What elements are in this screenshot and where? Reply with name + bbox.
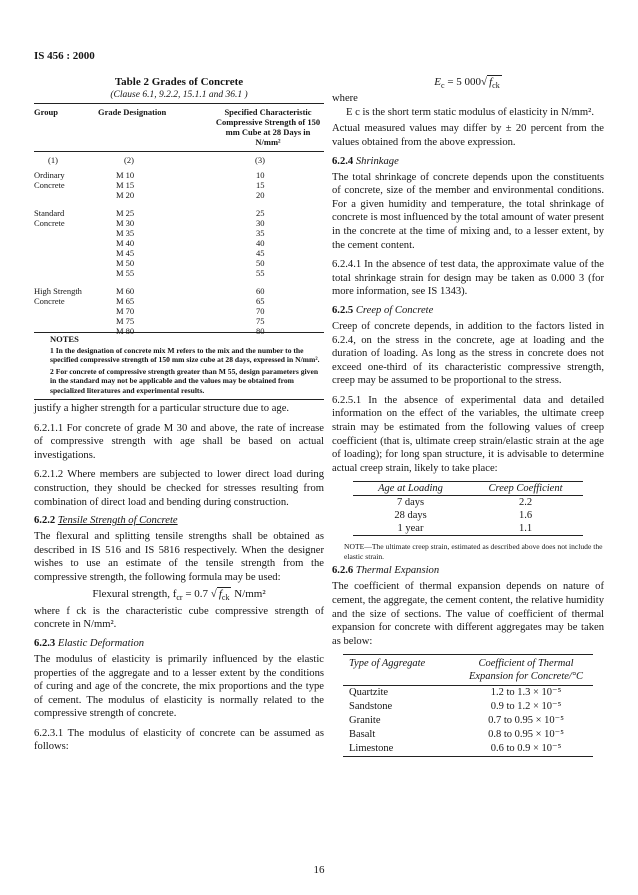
grade-m70: M 70	[116, 306, 135, 316]
creep-coefficient: 1.6	[518, 510, 533, 522]
strength-30: 30	[256, 218, 265, 228]
para-6-2-6: The coefficient of thermal expansion depends on nature of cement, the aggregate, the cement content, the relative humidity and the size of sections. The value of coefficient of thermal expansion for concrete with different aggregates may be taken as below:	[332, 581, 604, 647]
thermal-coefficient: 0.9 to 1.2 × 10⁻⁵	[490, 701, 562, 713]
sqrt-fck	[217, 587, 232, 600]
strength-35: 35	[256, 228, 265, 238]
creep-table-header	[353, 482, 583, 496]
strength-55: 55	[256, 268, 265, 278]
note-1: 1 In the designation of concrete mix M refers to the mix and the number to the specified compressive strength of 150 mm size cube at 28 days, expressed in N/mm².	[50, 345, 320, 364]
aggregate-type: Limestone	[349, 743, 394, 755]
para-where-fck: where f ck is the characteristic cube compressive strength of concrete in N/mm².	[34, 605, 324, 631]
formula-flex-sub: cr	[176, 592, 183, 602]
thermal-table-header	[343, 655, 593, 686]
table-row	[353, 509, 583, 522]
strength-75: 75	[256, 316, 265, 326]
para-where: where	[332, 93, 358, 105]
table-row	[343, 686, 593, 700]
sqrt-sign-ec: √	[481, 76, 488, 88]
col-header-grade: Grade Designation	[98, 107, 167, 117]
thermal-coefficient: 1.2 to 1.3 × 10⁻⁵	[490, 687, 562, 699]
thermal-header-coefficient: Coefficient of Thermal Expansion for Concrete/°C	[468, 658, 584, 683]
grades-table	[34, 103, 324, 336]
creep-header-coefficient: Creep Coefficient	[488, 483, 563, 495]
table2-notes	[34, 335, 324, 395]
col-number-2: (2)	[124, 155, 134, 165]
grade-m55: M 55	[116, 268, 135, 278]
formula-ec	[332, 76, 604, 90]
strength-50: 50	[256, 258, 265, 268]
strength-70: 70	[256, 306, 265, 316]
grade-m40: M 40	[116, 238, 135, 248]
grade-m80: M 80	[116, 326, 135, 336]
creep-age: 28 days	[394, 510, 427, 522]
para-6-2-5-1: 6.2.5.1 In the absence of experimental data and detailed information on the effect of the variables, the ultimate creep strain may be estimated from the following values of creep coefficient (that is, ultimate creep strain/elastic strain at the age of loading); for long span structure, it is advisable to determine actual creep strain, likely to take place:	[332, 394, 604, 474]
heading-6-2-4-title: Shrinkage	[355, 155, 399, 167]
col-number-1: (1)	[48, 155, 58, 165]
table-row	[343, 714, 593, 728]
heading-6-2-6-num: 6.2.6	[332, 565, 354, 577]
standard-header: IS 456 : 2000	[34, 50, 95, 62]
table-row	[343, 700, 593, 714]
fck-sub: ck	[221, 592, 230, 602]
heading-6-2-4	[332, 156, 604, 167]
formula-ec-left: E	[434, 76, 442, 88]
heading-6-2-5-title: Creep of Concrete	[355, 304, 434, 316]
strength-25: 25	[256, 208, 265, 218]
aggregate-type: Basalt	[349, 729, 376, 741]
grade-m45: M 45	[116, 248, 135, 258]
col-header-strength: Specified Characteristic Compressive Strength of 150 mm Cube at 28 Days in N/mm²	[215, 107, 321, 147]
formula-ec-eq: = 5 000	[447, 76, 482, 88]
para-ec-def: E c is the short term static modulus of elasticity in N/mm².	[346, 106, 594, 118]
para-6-2-4-1: 6.2.4.1 In the absence of test data, the approximate value of the total shrinkage strain for design may be taken as 0.000 3 (for more information, see IS 1343).	[332, 259, 604, 298]
aggregate-type: Quartzite	[349, 687, 389, 699]
notes-title: NOTES	[50, 334, 79, 344]
right-column	[332, 76, 604, 757]
table-row	[353, 496, 583, 509]
thermal-coefficient: 0.6 to 0.9 × 10⁻⁵	[490, 743, 562, 755]
heading-6-2-3-title: Elastic Deformation	[57, 637, 145, 649]
para-justify: justify a higher strength for a particular structure due to age.	[34, 403, 290, 414]
grade-m60: M 60	[116, 286, 135, 296]
strength-40: 40	[256, 238, 265, 248]
grade-m30: M 30	[116, 218, 135, 228]
strength-45: 45	[256, 248, 265, 258]
thermal-table	[343, 654, 593, 757]
fck-sub-ec: ck	[492, 81, 500, 91]
table2-clause: (Clause 6.1, 9.2.2, 15.1.1 and 36.1 )	[110, 90, 248, 100]
left-column	[34, 76, 324, 754]
heading-6-2-5	[332, 305, 604, 316]
para-6-2-1-2: 6.2.1.2 Where members are subjected to lower direct load during construction, they should be checked for stresses resulting from combination of direct load and bending during construction.	[34, 469, 324, 508]
table-row	[353, 522, 583, 535]
aggregate-type: Sandstone	[349, 701, 393, 713]
strength-10: 10	[256, 170, 265, 180]
strength-20: 20	[256, 190, 265, 200]
formula-flex-label: Flexural strength, f	[92, 587, 177, 600]
table2-title: Table 2 Grades of Concrete	[114, 76, 244, 88]
fck-symbol: f	[218, 587, 222, 600]
fck-symbol-ec: f	[489, 76, 493, 88]
strength-80: 80	[256, 326, 265, 336]
para-6-2-2: The flexural and splitting tensile strengths shall be obtained as described in IS 516 and IS 5816 respectively. When the designer wishes to use an estimate of the tensile strength from the compressive strength, the following formula may be used:	[34, 531, 324, 583]
strength-15: 15	[256, 180, 265, 190]
grade-m75: M 75	[116, 316, 135, 326]
col-header-group: Group	[34, 107, 58, 117]
thermal-header-aggregate: Type of Aggregate	[349, 658, 426, 670]
para-actual: Actual measured values may differ by ± 20 percent from the values obtained from the above expression.	[332, 123, 604, 148]
creep-age: 7 days	[396, 497, 425, 509]
formula-flex-eq: = 0.7	[185, 587, 209, 600]
grade-m10: M 10	[116, 170, 135, 180]
sqrt-sign: √	[210, 587, 217, 600]
heading-6-2-5-num: 6.2.5	[332, 304, 354, 316]
group-high-strength: High Strength Concrete	[34, 286, 82, 306]
table-row	[343, 728, 593, 742]
creep-table	[353, 481, 583, 536]
page-number: 16	[313, 864, 325, 876]
heading-6-2-6	[332, 565, 604, 576]
grade-m50: M 50	[116, 258, 135, 268]
strength-65: 65	[256, 296, 265, 306]
grade-m25: M 25	[116, 208, 135, 218]
heading-6-2-6-title: Thermal Expansion	[355, 565, 440, 577]
grade-m35: M 35	[116, 228, 135, 238]
para-6-2-1-1: 6.2.1.1 For concrete of grade M 30 and above, the rate of increase of compressive strength with age shall be based on actual investigations.	[34, 422, 324, 461]
creep-coefficient: 1.1	[518, 523, 533, 535]
section-rule	[34, 399, 324, 400]
formula-flex-unit: N/mm²	[234, 587, 266, 600]
aggregate-type: Granite	[349, 715, 381, 727]
para-6-2-4: The total shrinkage of concrete depends upon the constituents of concrete, size of the member and environmental conditions. For a given humidity and temperature, the total shrinkage of concrete is most influenced by the total amount of water present in the concrete at the time of mixing and, to a lesser extent, by the cement content.	[332, 171, 604, 251]
grade-m20: M 20	[116, 190, 135, 200]
heading-6-2-4-num: 6.2.4	[332, 155, 354, 167]
heading-6-2-2-title: Tensile Strength of Concrete	[57, 515, 178, 527]
grade-m65: M 65	[116, 296, 135, 306]
table-header-rule	[34, 151, 324, 152]
heading-6-2-3	[34, 638, 324, 649]
group-standard: Standard Concrete	[34, 208, 65, 228]
table-row	[343, 742, 593, 756]
col-number-3: (3)	[255, 155, 265, 165]
note-2: 2 For concrete of compressive strength greater than M 55, design parameters given in the standard may not be applicable and the values may be obtained from specialized literatures and experimental results.	[50, 366, 319, 395]
grade-m15: M 15	[116, 180, 135, 190]
para-6-2-3-1: 6.2.3.1 The modulus of elasticity of concrete can be assumed as follows:	[34, 727, 324, 753]
formula-ec-sub: c	[441, 81, 445, 91]
heading-6-2-2	[34, 515, 324, 526]
para-6-2-5: Creep of concrete depends, in addition to the factors listed in 6.2.4, on the stress in the concrete, age at loading and the duration of loading. As long as the stress in concrete does not exceed one-third of its characteristic compressive strength, creep may be assumed to be proportional to the stress.	[332, 320, 604, 387]
strength-60: 60	[256, 286, 265, 296]
group-ordinary: Ordinary Concrete	[34, 170, 65, 190]
creep-coefficient: 2.2	[518, 497, 533, 509]
heading-6-2-2-num: 6.2.2	[34, 515, 56, 527]
sqrt-fck-ec	[487, 75, 502, 91]
creep-header-age: Age at Loading	[378, 483, 443, 495]
thermal-coefficient: 0.8 to 0.95 × 10⁻⁵	[488, 729, 564, 741]
creep-age: 1 year	[397, 523, 424, 535]
thermal-coefficient: 0.7 to 0.95 × 10⁻⁵	[488, 715, 564, 727]
heading-6-2-3-num: 6.2.3	[34, 637, 56, 649]
formula-flexural	[34, 588, 324, 602]
para-6-2-3: The modulus of elasticity is primarily influenced by the elastic properties of the aggregate and to a lesser extent by the conditions of curing and age of the concrete, the mix proportions and the type of cement. The modulus of elasticity is normally related to the compressive strength of concrete.	[34, 653, 324, 720]
creep-note: NOTE—The ultimate creep strain, estimated as described above does not include the elastic strain.	[344, 542, 603, 561]
